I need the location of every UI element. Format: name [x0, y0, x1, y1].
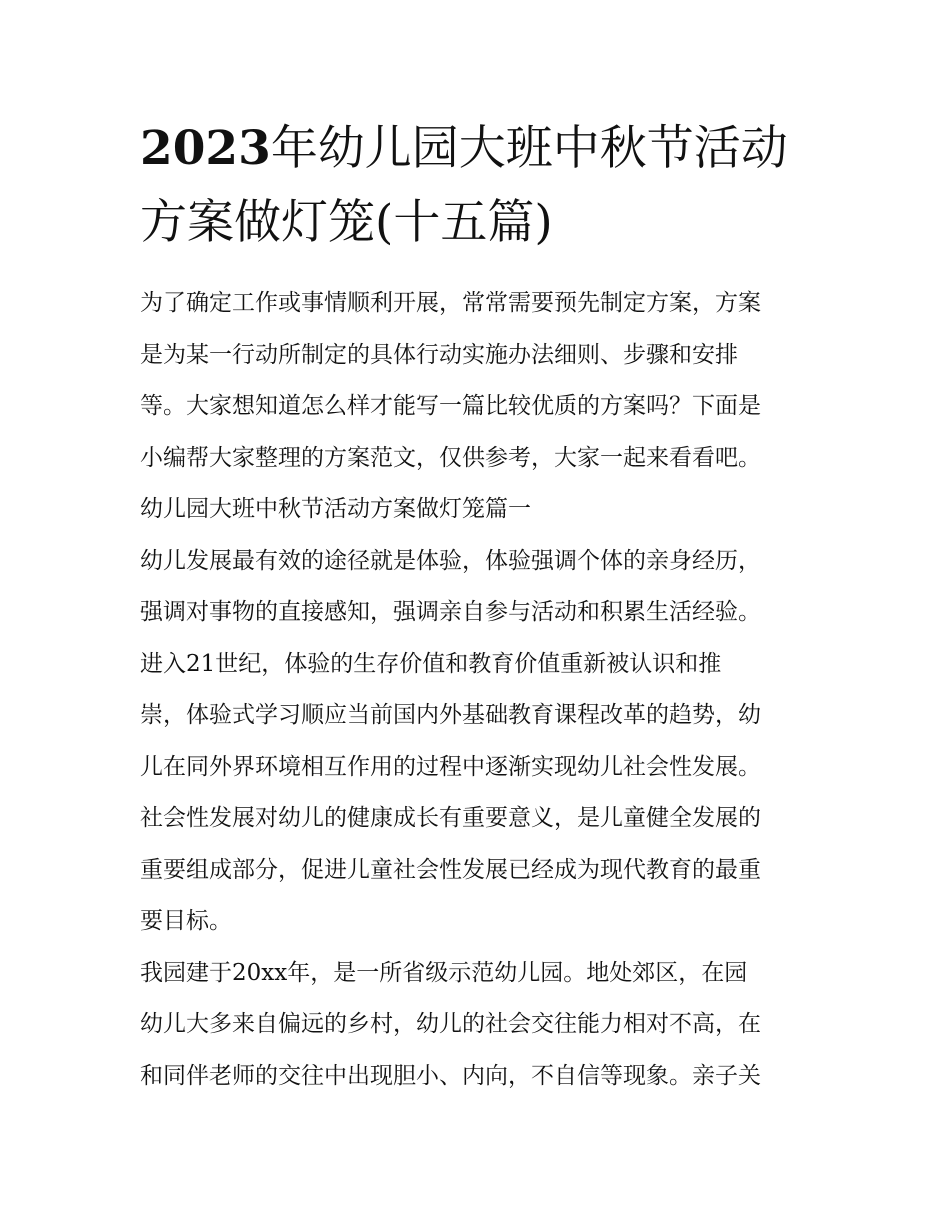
title-line-2: 方案做灯笼(十五篇)	[140, 195, 553, 250]
title-line-1-text: 年幼儿园大班中秋节活动	[270, 121, 788, 176]
document-body	[140, 278, 820, 1102]
body-line: 社会性发展对幼儿的健康成长有重要意义，是儿童健全发展的	[140, 805, 761, 831]
body-line: 幼儿大多来自偏远的乡村，幼儿的社会交往能力相对不高，在	[140, 1011, 761, 1037]
title-year: 2023	[140, 121, 271, 176]
section-heading: 幼儿园大班中秋节活动方案做灯笼篇一	[140, 496, 531, 522]
body-line: 和同伴老师的交往中出现胆小、内向，不自信等现象。亲子关	[140, 1062, 761, 1089]
document-title	[140, 112, 820, 260]
body-line: 等。大家想知道怎么样才能写一篇比较优质的方案吗？下面是	[140, 393, 761, 419]
body-line: 重要组成部分，促进儿童社会性发展已经成为现代教育的最重	[140, 856, 761, 883]
body-line: 是为某一行动所制定的具体行动实施办法细则、步骤和安排	[140, 341, 738, 368]
body-line: 要目标。	[140, 908, 232, 934]
body-line: 进入21世纪，体验的生存价值和教育价值重新被认识和推	[140, 650, 722, 677]
body-line: 崇，体验式学习顺应当前国内外基础教育课程改革的趋势，幼	[140, 702, 761, 728]
body-line: 我园建于20xx年，是一所省级示范幼儿园。地处郊区，在园	[140, 959, 748, 986]
title-line-1	[140, 112, 820, 186]
body-line: 儿在同外界环境相互作用的过程中逐渐实现幼儿社会性发展。	[140, 753, 761, 780]
body-line: 强调对事物的直接感知，强调亲自参与活动和积累生活经验。	[140, 599, 761, 625]
body-line: 幼儿发展最有效的途径就是体验，体验强调个体的亲身经历，	[140, 547, 761, 574]
body-line: 为了确定工作或事情顺利开展，常常需要预先制定方案，方案	[140, 290, 761, 316]
body-line: 小编帮大家整理的方案范文，仅供参考，大家一起来看看吧。	[140, 444, 761, 471]
